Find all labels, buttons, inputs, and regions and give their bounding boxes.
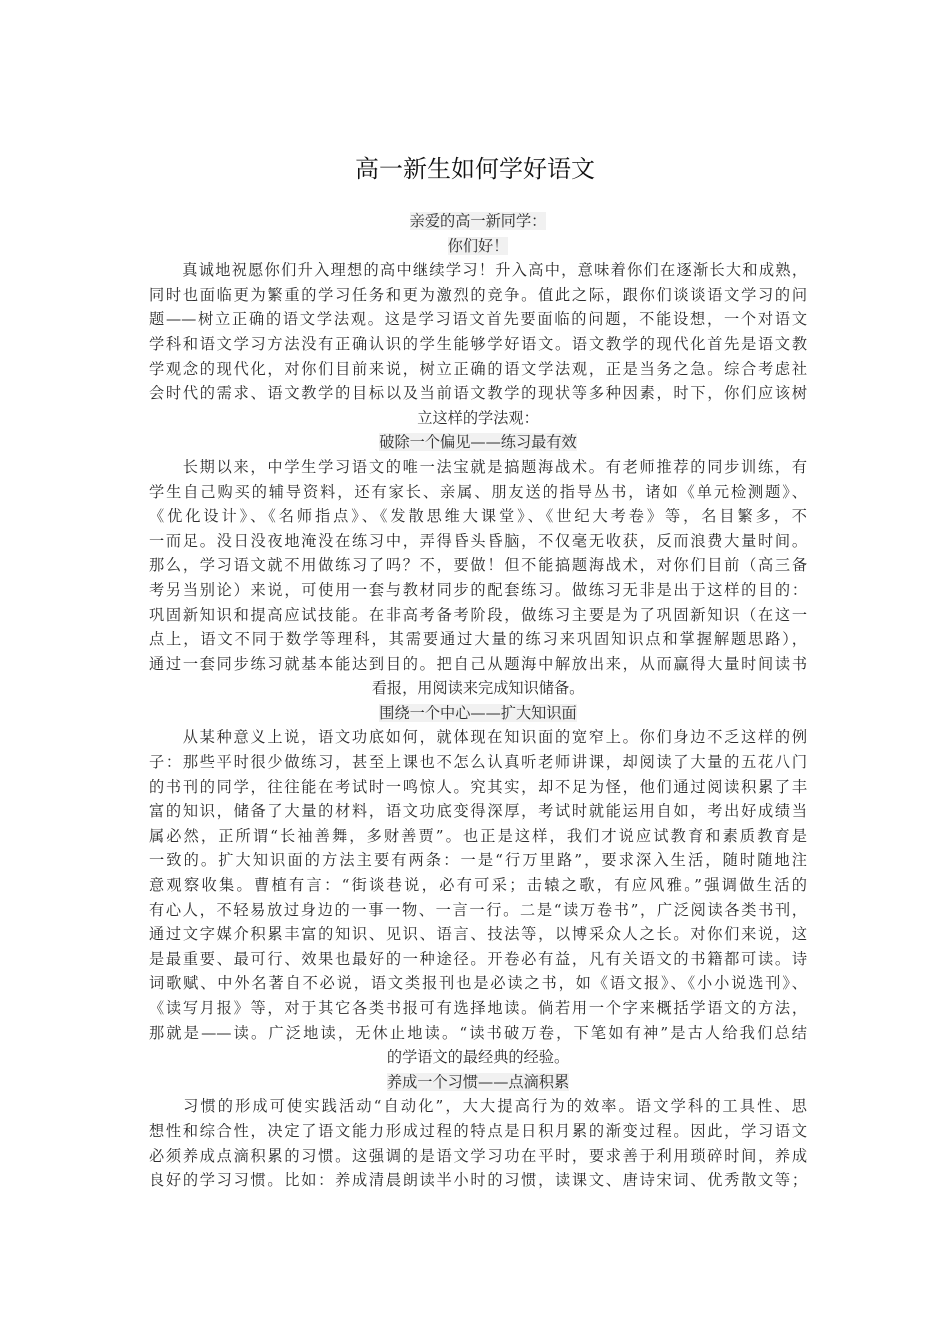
- paragraph-line: 那么，学习语文就不用做练习了吗？不，要做！但不能搞题海战术，对你们目前（高三备: [149, 556, 807, 575]
- paragraph-line: 学生自己购买的辅导资料，还有家长、亲属、朋友送的指导丛书，诸如《单元检测题》、: [149, 482, 807, 501]
- intro-paragraph: [149, 258, 807, 430]
- paragraph-line: 巩固新知识和提高应试技能。在非高考备考阶段，做练习主要是为了巩固新知识（在这一: [149, 605, 807, 624]
- paragraph-line: 真诚地祝愿你们升入理想的高中继续学习！升入高中，意味着你们在逐渐长大和成熟，: [181, 261, 807, 280]
- paragraph-line: 的学语文的最经典的经验。: [386, 1048, 570, 1067]
- paragraph-line: 那就是——读。广泛地读，无休止地读。“读书破万卷，下笔如有神”是古人给我们总结: [149, 1023, 807, 1042]
- section-paragraph: [149, 1094, 807, 1192]
- paragraph-line: 意观察收集。曹植有言：“街谈巷说，必有可采；击辕之歌，有应风雅。”强调做生活的: [149, 876, 807, 895]
- document-title: 高一新生如何学好语文: [355, 155, 595, 183]
- paragraph-line: 是最重要、最可行、效果也最好的一种途径。开卷必有益，凡有关语文的书籍都可读。诗: [149, 949, 807, 968]
- paragraph-line: 会时代的需求、语文教学的目标以及当前语文教学的现状等多种因素，时下，你们应该树: [149, 384, 807, 403]
- paragraph-line: 的书刊的同学，往往能在考试时一鸣惊人。究其实，却不足为怪，他们通过阅读积累了丰: [149, 777, 807, 796]
- section-heading: 破除一个偏见——练习最有效: [379, 433, 577, 452]
- paragraph-line: 通过文字媒介积累丰富的知识、见识、语言、技法等，以博采众人之长。对你们来说，这: [149, 925, 807, 944]
- paragraph-line: 《读写月报》等，对于其它各类书报可有选择地读。倘若用一个字来概括学语文的方法，: [149, 999, 807, 1017]
- paragraph-line: 考另当别论）来说，可使用一套与教材同步的配套练习。做练习无非是出于这样的目的：: [149, 580, 807, 599]
- paragraph-line: 从某种意义上说，语文功底如何，就体现在知识面的宽窄上。你们身边不乏这样的例: [181, 728, 807, 747]
- paragraph-line: 学观念的现代化，对你们目前来说，树立正确的语文学法观，正是当务之急。综合考虑社: [149, 359, 807, 378]
- salutation: 亲爱的高一新同学：: [409, 212, 547, 230]
- paragraph-line: 一而足。没日没夜地淹没在练习中，弄得昏头昏脑，不仅毫无收获，反而浪费大量时间。: [149, 531, 807, 550]
- paragraph-line: 《优化设计》、《名师指点》、《发散思维大课堂》、《世纪大考卷》等，名目繁多，不: [149, 507, 807, 526]
- document-body: [149, 209, 807, 1193]
- section-heading: 围绕一个中心——扩大知识面: [379, 703, 577, 722]
- section-heading: 养成一个习惯——点滴积累: [386, 1072, 570, 1091]
- section-paragraph: [149, 455, 807, 701]
- paragraph-line: 词歌赋、中外名著自不必说，语文类报刊也是必读之书，如《语文报》、《小小说选刊》、: [149, 974, 807, 993]
- paragraph-line: 属必然，正所谓“长袖善舞，多财善贾”。也正是这样，我们才说应试教育和素质教育是: [149, 826, 807, 845]
- paragraph-line: 同时也面临更为繁重的学习任务和更为激烈的竞争。值此之际，跟你们谈谈语文学习的问: [149, 285, 807, 304]
- paragraph-line: 必须养成点滴积累的习惯。这强调的是语文学习功在平时，要求善于利用琐碎时间，养成: [149, 1146, 807, 1165]
- paragraph-line: 子：那些平时很少做练习，甚至上课也不怎么认真听老师讲课，却阅读了大量的五花八门: [149, 753, 807, 772]
- paragraph-line: 题——树立正确的语文学法观。这是学习语文首先要面临的问题，不能设想，一个对语文: [149, 310, 807, 329]
- paragraph-line: 看报，用阅读来完成知识储备。: [371, 679, 585, 698]
- section-paragraph: [149, 725, 807, 1069]
- paragraph-line: 立这样的学法观：: [417, 408, 539, 427]
- paragraph-line: 长期以来，中学生学习语文的唯一法宝就是搞题海战术。有老师推荐的同步训练，有: [181, 457, 807, 476]
- paragraph-line: 想性和综合性，决定了语文能力形成过程的特点是日积月累的渐变过程。因此，学习语文: [149, 1121, 807, 1140]
- paragraph-line: 良好的学习习惯。比如：养成清晨朗读半小时的习惯，读课文、唐诗宋词、优秀散文等；: [149, 1171, 807, 1190]
- paragraph-line: 一致的。扩大知识面的方法主要有两条：一是“行万里路”，要求深入生活，随时随地注: [149, 851, 807, 870]
- paragraph-line: 通过一套同步练习就基本能达到目的。把自己从题海中解放出来，从而赢得大量时间读书: [149, 654, 807, 673]
- paragraph-line: 习惯的形成可使实践活动“自动化”，大大提高行为的效率。语文学科的工具性、思: [181, 1097, 807, 1116]
- paragraph-line: 点上，语文不同于数学等理科，其需要通过大量的练习来巩固知识点和掌握解题思路），: [149, 630, 807, 649]
- paragraph-line: 学科和语文学习方法没有正确认识的学生能够学好语文。语文教学的现代化首先是语文教: [149, 334, 807, 353]
- paragraph-line: 有心人，不轻易放过身边的一事一物、一言一行。二是“读万卷书”，广泛阅读各类书刊，: [149, 900, 807, 919]
- paragraph-line: 富的知识，储备了大量的材料，语文功底变得深厚，考试时就能运用自如，考出好成绩当: [149, 802, 807, 821]
- greeting: 你们好！: [447, 236, 509, 255]
